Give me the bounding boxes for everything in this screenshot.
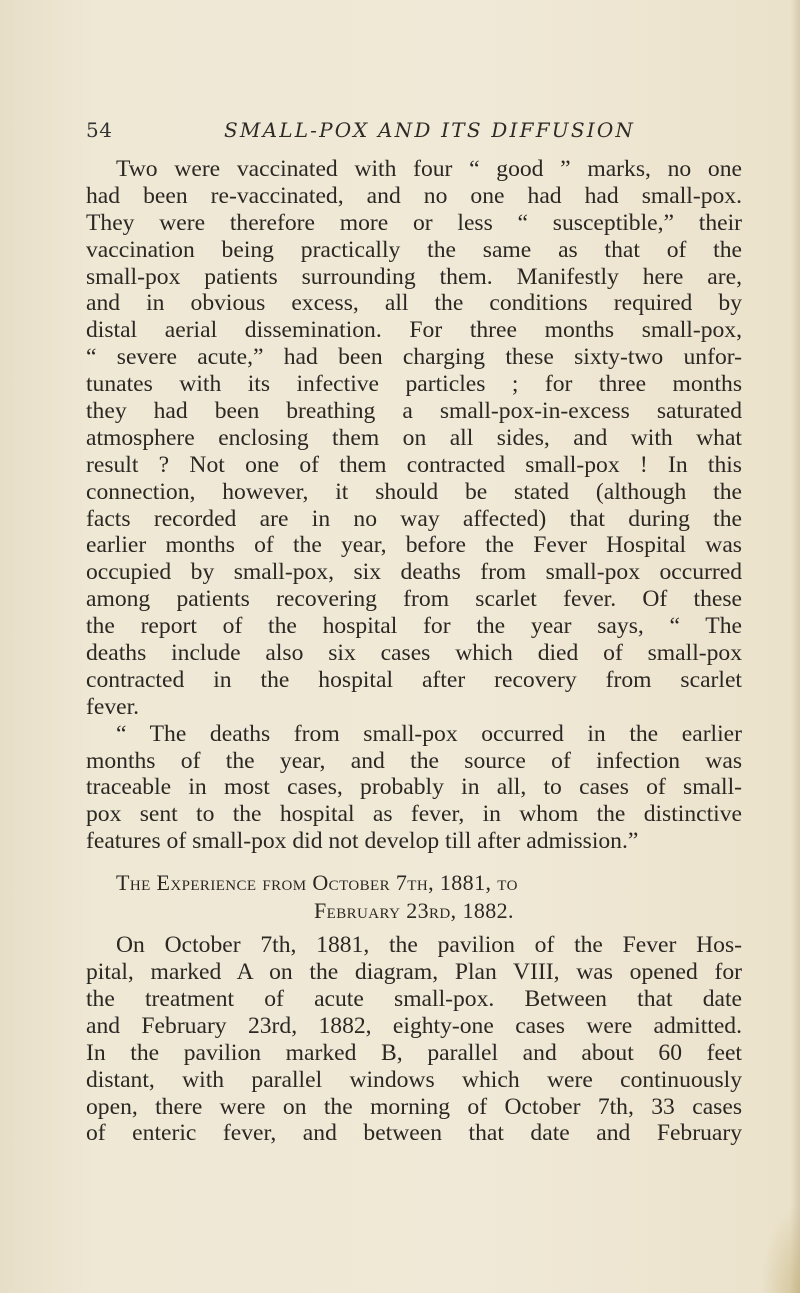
text-line: occupied by small-pox, six deaths from small-pox occurred bbox=[86, 559, 742, 586]
paragraph bbox=[86, 932, 742, 1147]
text-line: and February 23rd, 1882, eighty-one cases were admitted. bbox=[86, 1012, 742, 1039]
text-line: among patients recovering from scarlet fever. Of these bbox=[86, 586, 742, 613]
section-heading-line: The Experience from October 7th, 1881, to bbox=[116, 870, 518, 896]
text-line: facts recorded are in no way affected) that during the bbox=[86, 505, 742, 532]
text-line: had been re-vaccinated, and no one had had small-pox. bbox=[86, 182, 742, 209]
page-number: 54 bbox=[86, 118, 113, 142]
text-line: deaths include also six cases which died of small-pox bbox=[86, 640, 742, 667]
text-line: and in obvious excess, all the conditions required by bbox=[86, 290, 742, 317]
section-heading-line: February 23rd, 1882. bbox=[314, 898, 514, 924]
page-edge-shadow bbox=[790, 0, 800, 1293]
running-head: SMALL-POX AND ITS DIFFUSION bbox=[224, 118, 636, 142]
page-header bbox=[0, 118, 800, 148]
text-line: They were therefore more or less “ susceptible,” their bbox=[86, 209, 742, 236]
text-line: distal aerial dissemination. For three months small-pox, bbox=[86, 317, 742, 344]
paragraph bbox=[86, 156, 742, 721]
text-line: vaccination being practically the same as that of the bbox=[86, 236, 742, 263]
text-line: the treatment of acute small-pox. Between that date bbox=[86, 985, 742, 1012]
section-heading bbox=[86, 870, 742, 926]
text-line: of enteric fever, and between that date and February bbox=[86, 1120, 742, 1147]
text-line: Two were vaccinated with four “ good ” marks, no one bbox=[116, 156, 742, 182]
text-line: they had been breathing a small-pox-in-excess saturated bbox=[86, 398, 742, 425]
text-line: contracted in the hospital after recovery from scarlet bbox=[86, 666, 742, 693]
text-line: fever. bbox=[86, 693, 140, 720]
body-text bbox=[86, 156, 742, 1147]
text-line: the report of the hospital for the year says, “ The bbox=[86, 613, 742, 640]
text-line: “ The deaths from small-pox occurred in the earlier bbox=[116, 720, 742, 747]
page-corner-stain bbox=[760, 1203, 800, 1293]
text-line: In the pavilion marked B, parallel and about 60 feet bbox=[86, 1039, 742, 1066]
text-line: traceable in most cases, probably in all, to cases of small- bbox=[86, 774, 742, 801]
text-line: features of small-pox did not develop till after admission.” bbox=[86, 828, 639, 855]
text-line: “ severe acute,” had been charging these sixty-two unfor- bbox=[86, 344, 742, 371]
text-line: pox sent to the hospital as fever, in whom the distinctive bbox=[86, 801, 742, 828]
text-line: pital, marked A on the diagram, Plan VIII, was opened for bbox=[86, 959, 742, 986]
text-line: result ? Not one of them contracted small-pox ! In this bbox=[86, 451, 742, 478]
text-line: open, there were on the morning of October 7th, 33 cases bbox=[86, 1093, 742, 1120]
text-line: distant, with parallel windows which were continuously bbox=[86, 1066, 742, 1093]
text-line: atmosphere enclosing them on all sides, and with what bbox=[86, 424, 742, 451]
text-line: months of the year, and the source of infection was bbox=[86, 747, 742, 774]
paragraph bbox=[86, 721, 742, 855]
text-line: small-pox patients surrounding them. Manifestly here are, bbox=[86, 263, 742, 290]
text-line: tunates with its infective particles ; for three months bbox=[86, 371, 742, 398]
text-line: connection, however, it should be stated (although the bbox=[86, 478, 742, 505]
text-line: earlier months of the year, before the Fever Hospital was bbox=[86, 532, 742, 559]
text-line: On October 7th, 1881, the pavilion of the Fever Hos- bbox=[116, 932, 742, 959]
